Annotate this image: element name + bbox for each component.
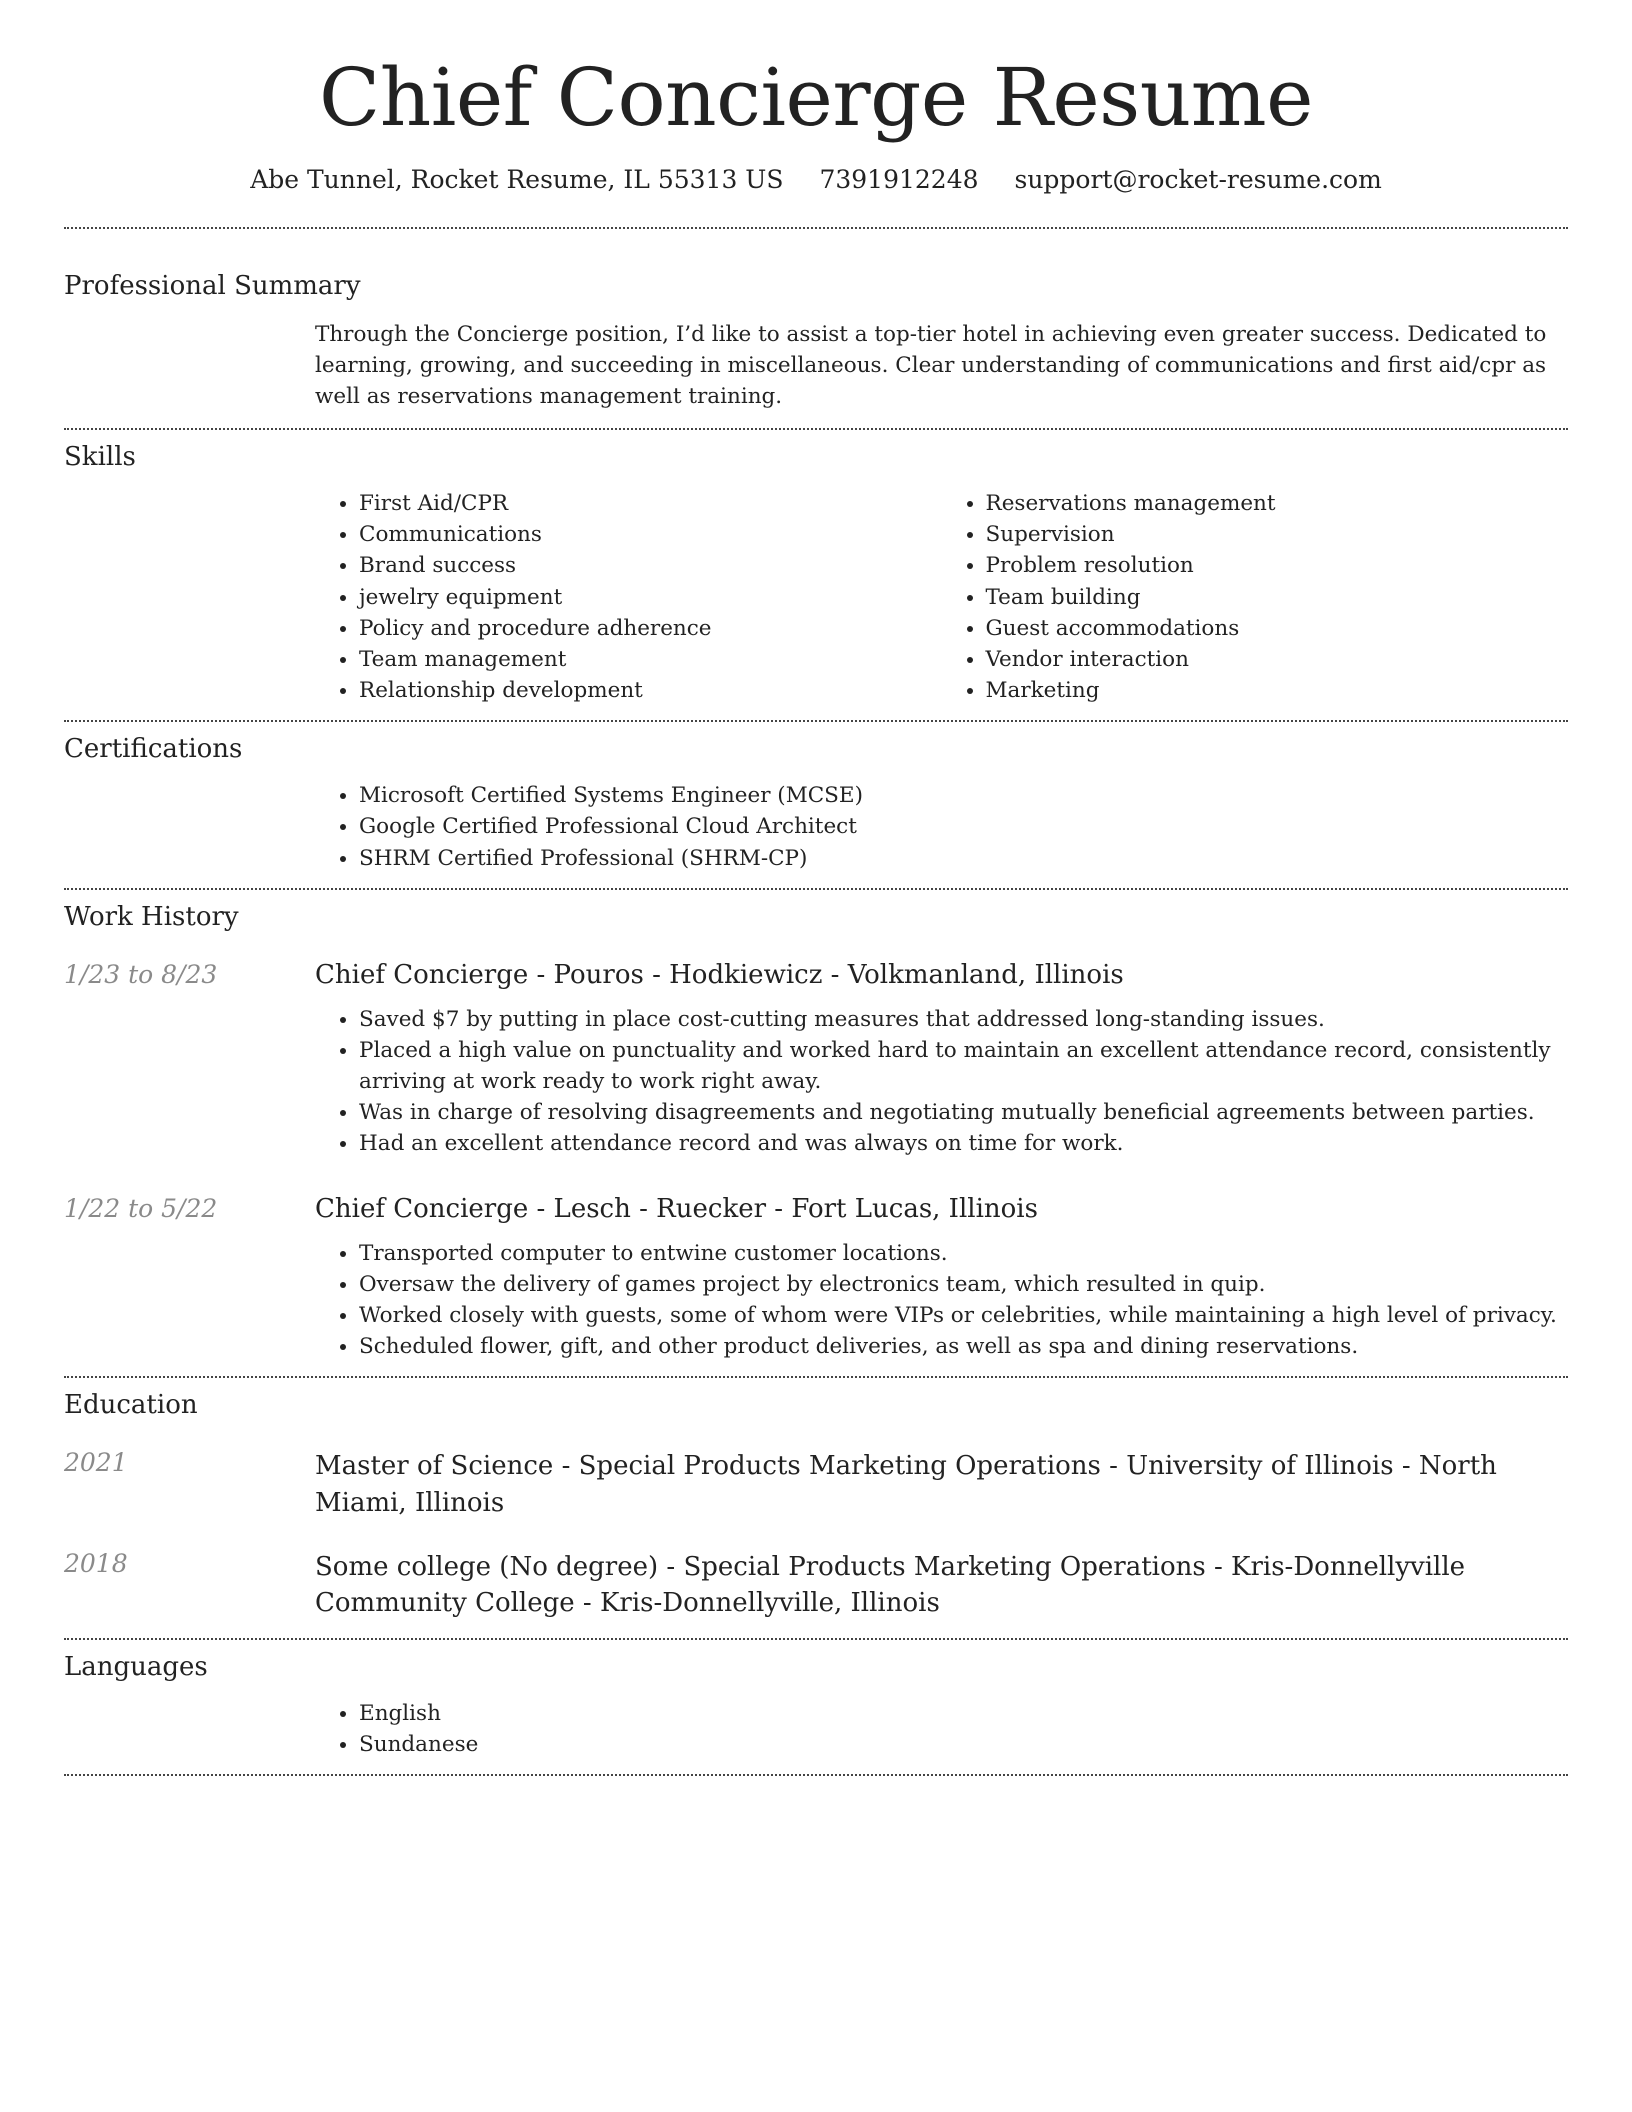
- certification-item: • SHRM Certified Professional (SHRM-CP): [359, 843, 1568, 874]
- education-year: 2018: [64, 1549, 128, 1579]
- summary-heading: Professional Summary: [64, 270, 361, 301]
- job-dates: 1/22 to 5/22: [64, 1193, 218, 1223]
- skill-item: • First Aid/CPR: [359, 488, 942, 519]
- work-heading: Work History: [64, 901, 239, 932]
- job-bullet: • Placed a high value on punctuality and worked hard to maintain an excellent attendance record, consistently arriving at work ready to work right away.: [359, 1035, 1568, 1097]
- section-divider: [64, 1774, 1568, 1776]
- job-entry: [64, 1194, 1568, 1363]
- contact-address: Abe Tunnel, Rocket Resume, IL 55313 US: [250, 165, 784, 194]
- work-section: [64, 890, 1568, 1377]
- skill-item: • Supervision: [986, 519, 1569, 550]
- education-text: Master of Science - Special Products Marketing Operations - University of Illinois - North Miami, Illinois: [315, 1451, 1497, 1518]
- job-bullet: • Scheduled flower, gift, and other product deliveries, as well as spa and dining reservations.: [359, 1331, 1568, 1362]
- skills-list-right: [942, 488, 1569, 706]
- skill-item: • Marketing: [986, 675, 1569, 706]
- skill-item: • Guest accommodations: [986, 613, 1569, 644]
- education-year: 2021: [64, 1448, 128, 1478]
- job-title: Chief Concierge - Lesch - Ruecker - Fort Lucas, Illinois: [315, 1193, 1038, 1224]
- certifications-heading: Certifications: [64, 734, 243, 765]
- job-bullets: [315, 1238, 1568, 1363]
- job-bullet: • Transported computer to entwine customer locations.: [359, 1238, 1568, 1269]
- resume-title: Chief Concierge Resume: [319, 51, 1313, 144]
- skill-item: • Policy and procedure adherence: [359, 613, 942, 644]
- certification-item: • Google Certified Professional Cloud Architect: [359, 811, 1568, 842]
- certifications-list: [315, 780, 1568, 874]
- skill-item: • Vendor interaction: [986, 644, 1569, 675]
- contact-phone: 7391912248: [819, 165, 979, 194]
- job-bullet: • Had an excellent attendance record and was always on time for work.: [359, 1128, 1568, 1159]
- skill-item: • Communications: [359, 519, 942, 550]
- languages-heading: Languages: [64, 1651, 208, 1682]
- education-entry: [64, 1448, 1568, 1521]
- education-heading: Education: [64, 1390, 198, 1421]
- skill-item: • Problem resolution: [986, 550, 1569, 581]
- contact-email: support@rocket-resume.com: [1014, 165, 1382, 194]
- job-entry: [64, 960, 1568, 1160]
- job-bullet: • Worked closely with guests, some of whom were VIPs or celebrities, while maintaining a high level of privacy.: [359, 1300, 1568, 1331]
- contact-line: [64, 164, 1568, 197]
- summary-section: [64, 229, 1568, 429]
- job-bullets: [315, 1004, 1568, 1160]
- job-title: Chief Concierge - Pouros - Hodkiewicz - Volkmanland, Illinois: [315, 959, 1124, 990]
- languages-list: [315, 1698, 1568, 1760]
- skills-heading: Skills: [64, 442, 136, 473]
- job-dates: 1/23 to 8/23: [64, 959, 218, 989]
- skill-item: • Team building: [986, 582, 1569, 613]
- summary-text: Through the Concierge position, I’d like to assist a top-tier hotel in achieving even greater success. Dedicated to learning, growing, and succeeding in miscellaneous. Clear understanding of communications and first aid/cpr as well as reservations management training.: [315, 321, 1547, 409]
- certification-item: • Microsoft Certified Systems Engineer (MCSE): [359, 780, 1568, 811]
- language-item: • Sundanese: [359, 1729, 1568, 1760]
- skill-item: • jewelry equipment: [359, 582, 942, 613]
- job-bullet: • Was in charge of resolving disagreements and negotiating mutually beneficial agreements between parties.: [359, 1097, 1568, 1128]
- job-bullet: • Oversaw the delivery of games project by electronics team, which resulted in quip.: [359, 1269, 1568, 1300]
- languages-section: [64, 1640, 1568, 1774]
- skills-list-left: [315, 488, 942, 706]
- skill-item: • Reservations management: [986, 488, 1569, 519]
- language-item: • English: [359, 1698, 1568, 1729]
- education-entry: [64, 1549, 1568, 1622]
- skill-item: • Team management: [359, 644, 942, 675]
- skill-item: • Brand success: [359, 550, 942, 581]
- certifications-section: [64, 722, 1568, 888]
- education-section: [64, 1378, 1568, 1638]
- job-bullet: • Saved $7 by putting in place cost-cutting measures that addressed long-standing issues.: [359, 1004, 1568, 1035]
- skills-section: [64, 430, 1568, 720]
- education-text: Some college (No degree) - Special Products Marketing Operations - Kris-Donnellyville Community College - Kris-Donnellyville, Illinois: [315, 1552, 1466, 1619]
- skill-item: • Relationship development: [359, 675, 942, 706]
